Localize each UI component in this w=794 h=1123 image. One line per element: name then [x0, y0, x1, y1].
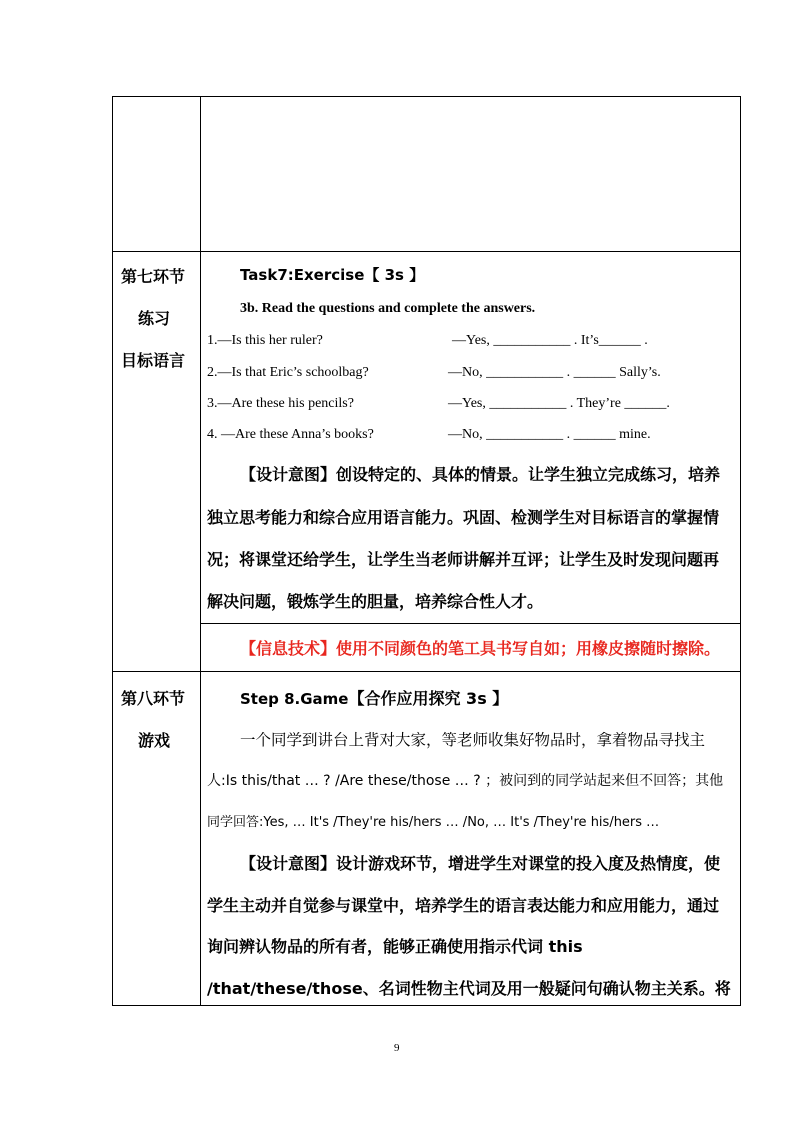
- section8-design-line-2: 学生主动并自觉参与课堂中，培养学生的语言表达能力和应用能力，通过: [207, 896, 720, 915]
- question-2: 2.—Is that Eric’s schoolbag?: [207, 365, 369, 380]
- section8-design-line-1: 【设计意图】设计游戏环节，增进学生对课堂的投入度及热情度，使: [240, 854, 721, 873]
- question-3: 3.—Are these his pencils?: [207, 396, 354, 411]
- question-4: 4. —Are these Anna’s books?: [207, 427, 374, 442]
- section7-design-line-1: 【设计意图】创设特定的、具体的情景。让学生独立完成练习，培养: [240, 465, 721, 484]
- section8-label-1: 第八环节: [121, 689, 186, 708]
- exercise-instruction: 3b. Read the questions and complete the answers.: [240, 301, 536, 316]
- section8-label-2: 游戏: [138, 731, 171, 750]
- section7-label-2: 练习: [138, 309, 171, 328]
- section8-design-line-3: 询问辨认物品的所有者，能够正确使用指示代词 this: [207, 937, 583, 956]
- row-divider-1: [113, 251, 740, 252]
- question-1: 1.—Is this her ruler?: [207, 333, 323, 348]
- section8-title-cn: 【合作应用探究 3s 】: [348, 689, 509, 708]
- section8-body-line-2: 人:Is this/that … ? /Are these/those … ? ；被问到的同学站起来但不回答；其他: [207, 773, 724, 789]
- answer-1: —Yes, ___________ . It’s______ .: [452, 333, 648, 348]
- info-tech-divider: [200, 623, 740, 624]
- section8-design-line-4: /that/these/those、名词性物主代词及用一般疑问句确认物主关系。将: [207, 979, 731, 998]
- answer-4: —No, ___________ . ______ mine.: [448, 427, 651, 442]
- info-tech-note: 【信息技术】使用不同颜色的笔工具书写自如；用橡皮擦随时擦除。: [240, 639, 721, 658]
- section7-design-line-2: 独立思考能力和综合应用语言能力。巩固、检测学生对目标语言的掌握情: [207, 508, 720, 527]
- section8-body-line-1: 一个同学到讲台上背对大家，等老师收集好物品时，拿着物品寻找主: [240, 731, 706, 749]
- row-divider-2: [113, 671, 740, 672]
- answer-2: —No, ___________ . ______ Sally’s.: [448, 365, 661, 380]
- column-divider: [200, 97, 201, 1005]
- section7-title: Task7:Exercise【 3s 】: [240, 266, 425, 284]
- section7-label-1: 第七环节: [121, 267, 186, 286]
- section7-design-line-3: 况；将课堂还给学生，让学生当老师讲解并互评；让学生及时发现问题再: [207, 550, 720, 569]
- section7-label-3: 目标语言: [121, 351, 186, 370]
- page-number: 9: [394, 1042, 400, 1054]
- section7-design-line-4: 解决问题，锻炼学生的胆量，培养综合性人才。: [207, 592, 544, 611]
- answer-3: —Yes, ___________ . They’re ______.: [448, 396, 670, 411]
- section8-title: [240, 686, 508, 709]
- section8-body-line-3: 同学回答:Yes, … It's /They're his/hers … /No, … It's /They're his/hers …: [207, 815, 660, 830]
- section8-title-latin: Step 8.Game: [240, 690, 349, 708]
